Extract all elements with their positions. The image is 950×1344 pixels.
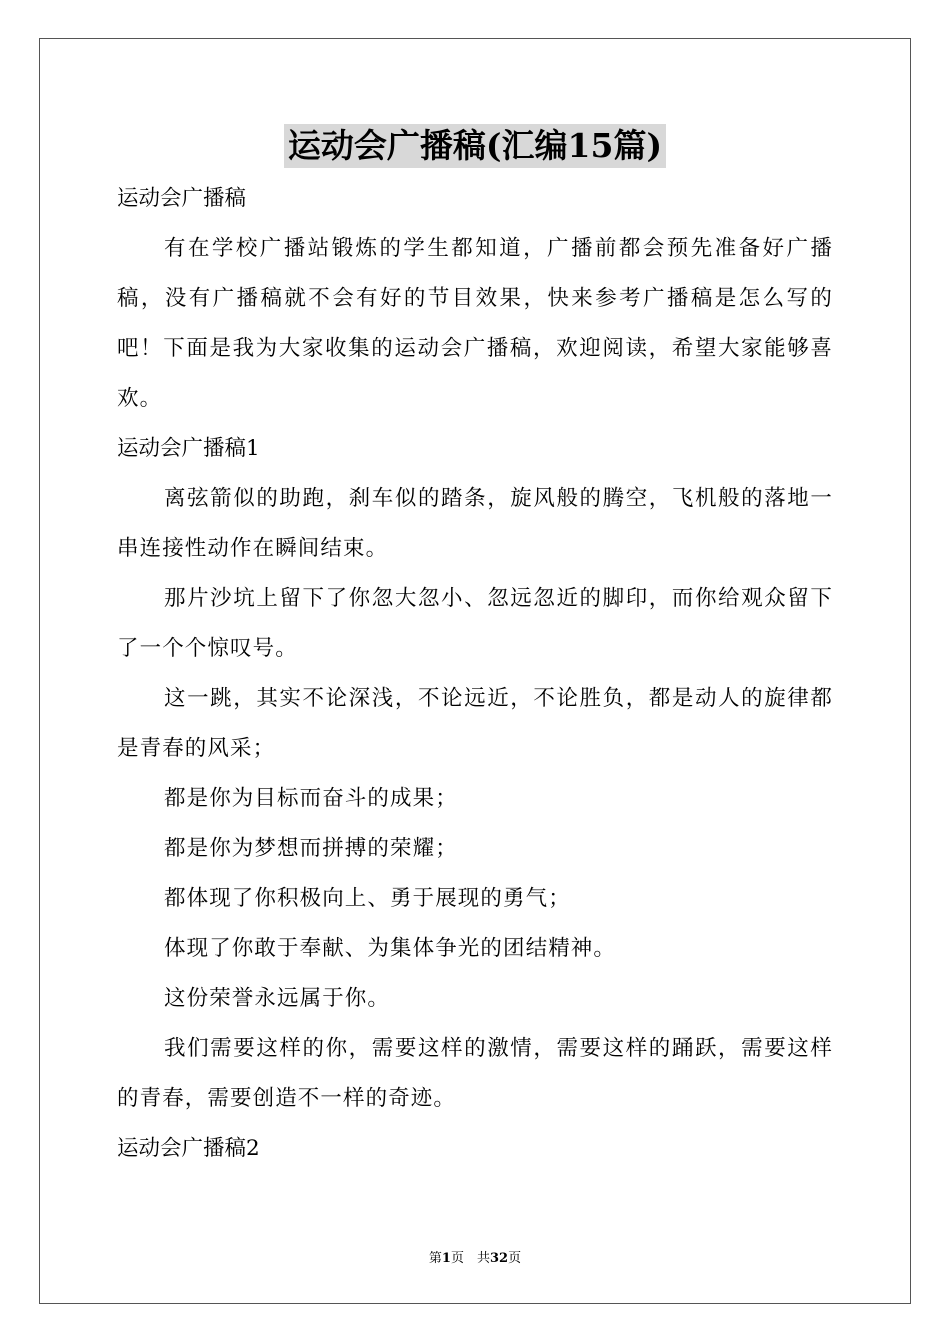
line-8: 这份荣誉永远属于你。	[164, 986, 391, 1011]
paragraph-1: 离弦箭似的助跑，刹车似的踏条，旋风般的腾空，飞机般的落地一串连接性动作在瞬间结束。	[117, 486, 833, 561]
paragraph-2: 那片沙坑上留下了你忽大忽小、忽远忽近的脚印，而你给观众留下了一个个惊叹号。	[117, 586, 833, 661]
document-title: 运动会广播稿(汇编15篇)	[284, 124, 666, 168]
line-6: 都体现了你积极向上、勇于展现的勇气；	[164, 886, 571, 911]
paragraph-3: 这一跳，其实不论深浅，不论远近，不论胜负，都是动人的旋律都是青春的风采；	[117, 686, 833, 761]
intro-paragraph: 有在学校广播站锻炼的学生都知道，广播前都会预先准备好广播稿，没有广播稿就不会有好的节目效果，快来参考广播稿是怎么写的吧！下面是我为大家收集的运动会广播稿，欢迎阅读，希望大家能够喜欢。	[117, 236, 833, 411]
line-7: 体现了你敢于奉献、为集体争光的团结精神。	[164, 936, 617, 961]
footer-middle: 页 共	[450, 1251, 490, 1266]
footer-prefix: 第	[428, 1251, 442, 1266]
line-5: 都是你为梦想而拼搏的荣耀；	[164, 836, 458, 861]
footer-suffix: 页	[508, 1251, 522, 1266]
section-heading-1: 运动会广播稿1	[117, 436, 260, 461]
document-body	[117, 180, 833, 1180]
section-heading-2: 运动会广播稿2	[117, 1136, 260, 1161]
section-heading-intro: 运动会广播稿	[117, 186, 247, 211]
paragraph-9: 我们需要这样的你，需要这样的激情，需要这样的踊跃，需要这样的青春，需要创造不一样的奇迹。	[117, 1036, 833, 1111]
title-container	[0, 124, 950, 168]
page-footer	[0, 1247, 950, 1266]
footer-current-page: 1	[441, 1251, 451, 1266]
line-4: 都是你为目标而奋斗的成果；	[164, 786, 458, 811]
footer-total-pages: 32	[489, 1251, 509, 1266]
